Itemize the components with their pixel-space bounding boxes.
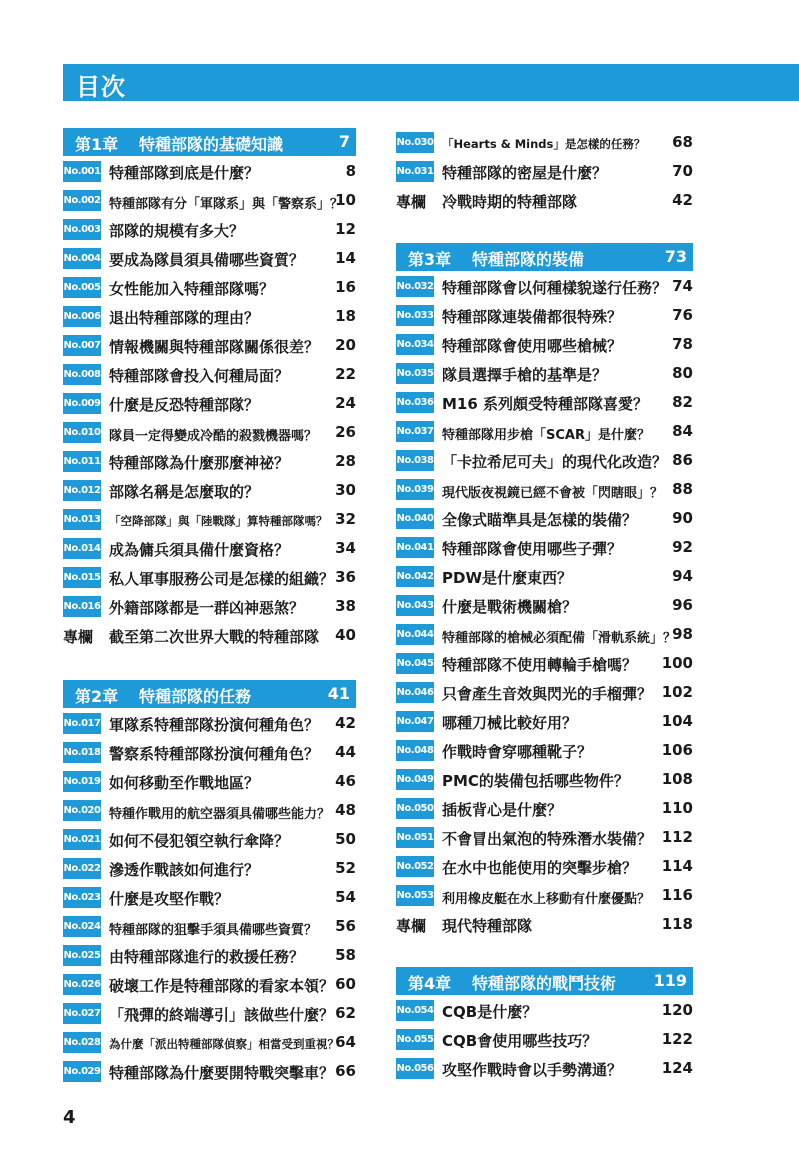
toc-entry[interactable] (396, 1025, 693, 1054)
toc-entry[interactable] (63, 331, 356, 360)
entry-title: CQB是什麼？ (442, 1003, 538, 1021)
entry-number-badge: No.044 (396, 624, 434, 645)
page-number: 4 (63, 1107, 76, 1128)
entry-page: 70 (672, 162, 693, 180)
entry-page: 46 (335, 772, 356, 790)
toc-entry[interactable] (63, 738, 356, 767)
entry-title: 特種部隊為什麼要開特戰突擊車？ (109, 1064, 335, 1082)
toc-entry[interactable] (396, 649, 693, 678)
toc-entry[interactable] (63, 563, 356, 592)
entry-number-badge: No.034 (396, 334, 434, 355)
toc-entry-list (63, 709, 356, 1086)
entry-number-badge: No.013 (63, 509, 101, 530)
toc-entry[interactable] (396, 446, 693, 475)
entry-title: 什麼是戰術機關槍？ (442, 598, 578, 616)
entry-number-badge: No.056 (396, 1058, 434, 1079)
toc-entry[interactable] (396, 272, 693, 301)
entry-page: 116 (661, 886, 693, 904)
toc-entry[interactable] (63, 854, 356, 883)
toc-entry[interactable] (63, 970, 356, 999)
entry-page: 20 (335, 336, 356, 354)
entry-number-badge: No.051 (396, 827, 434, 848)
entry-title: PMC的裝備包括哪些物件？ (442, 772, 629, 790)
toc-entry[interactable] (63, 389, 356, 418)
entry-title: 特種部隊會使用哪些子彈？ (442, 540, 623, 558)
entry-number-badge: No.012 (63, 480, 101, 501)
chapter-page: 119 (653, 971, 687, 990)
toc-entry[interactable] (63, 883, 356, 912)
entry-number-badge: No.014 (63, 538, 101, 559)
entry-title: M16 系列頗受特種部隊喜愛？ (442, 395, 649, 413)
entry-title: 截至第二次世界大戰的特種部隊 (109, 628, 320, 646)
entry-title: 特種部隊會使用哪些槍械？ (442, 337, 623, 355)
entry-page: 82 (672, 393, 693, 411)
entry-page: 34 (335, 539, 356, 557)
entry-number-badge: No.026 (63, 974, 101, 995)
entry-number-badge: No.008 (63, 364, 101, 385)
entry-page: 122 (661, 1030, 693, 1048)
entry-page: 100 (661, 654, 693, 672)
toc-left-column (63, 128, 356, 1086)
toc-entry[interactable] (63, 302, 356, 331)
entry-number-badge: No.046 (396, 682, 434, 703)
entry-number-badge: No.039 (396, 479, 434, 500)
entry-page: 28 (335, 452, 356, 470)
toc-column-entry[interactable] (396, 910, 693, 939)
entry-title: 隊員一定得變成冷酷的殺戮機器嗎？ (109, 429, 318, 444)
chapter-heading[interactable] (63, 128, 356, 156)
chapter-page: 7 (338, 132, 350, 151)
entry-number-badge: No.027 (63, 1003, 101, 1024)
entry-title: 作戰時會穿哪種靴子？ (442, 743, 593, 761)
entry-number-badge: No.011 (63, 451, 101, 472)
entry-number-badge: No.023 (63, 887, 101, 908)
toc-entry[interactable] (63, 360, 356, 389)
entry-number-badge: No.048 (396, 740, 434, 761)
toc-entry[interactable] (63, 186, 356, 215)
entry-page: 42 (672, 191, 693, 209)
entry-title: 特種部隊的槍械必須配備「滑軌系統」？ (442, 631, 677, 646)
entry-page: 12 (335, 220, 356, 238)
toc-entry[interactable] (63, 767, 356, 796)
entry-page: 102 (661, 683, 693, 701)
chapter-number: 第4章 (408, 974, 452, 993)
toc-entry-list (396, 996, 693, 1083)
entry-number-badge: No.036 (396, 392, 434, 413)
entry-title: 插板背心是什麼？ (442, 801, 563, 819)
toc-entry[interactable] (396, 417, 693, 446)
toc-entry[interactable] (396, 1054, 693, 1083)
entry-title: 特種部隊用步槍「SCAR」是什麼？ (442, 428, 650, 443)
entry-title: 現代版夜視鏡已經不會被「閃瞎眼」？ (442, 486, 664, 501)
entry-number-badge: No.004 (63, 248, 101, 269)
toc-entry[interactable] (63, 476, 356, 505)
toc-entry[interactable] (396, 881, 693, 910)
entry-page: 18 (335, 307, 356, 325)
entry-number-badge: No.040 (396, 508, 434, 529)
chapter-page: 41 (327, 684, 350, 703)
entry-page: 22 (335, 365, 356, 383)
toc-entry[interactable] (396, 128, 693, 157)
entry-number-badge: No.015 (63, 567, 101, 588)
page-title: 目次 (76, 73, 126, 101)
entry-title: 特種部隊的密屋是什麼？ (442, 164, 608, 182)
toc-entry[interactable] (396, 794, 693, 823)
entry-title: 特種部隊的狙擊手須具備哪些資質？ (109, 923, 318, 938)
toc-entry[interactable] (63, 534, 356, 563)
entry-page: 36 (335, 568, 356, 586)
entry-title: 外籍部隊都是一群凶神惡煞？ (109, 599, 305, 617)
entry-page: 84 (672, 422, 693, 440)
entry-page: 56 (335, 917, 356, 935)
chapter-heading[interactable] (396, 243, 693, 271)
toc-entry[interactable] (396, 707, 693, 736)
entry-title: 部隊的規模有多大？ (109, 222, 245, 240)
entry-page: 124 (661, 1059, 693, 1077)
chapter-title: 特種部隊的戰鬥技術 (472, 974, 617, 993)
entry-title: 特種部隊為什麼那麼神祕？ (109, 454, 290, 472)
entry-page: 80 (672, 364, 693, 382)
entry-page: 88 (672, 480, 693, 498)
entry-title: 利用橡皮艇在水上移動有什麼優點？ (442, 892, 651, 907)
entry-number-badge: No.032 (396, 276, 434, 297)
entry-number-badge: No.045 (396, 653, 434, 674)
toc-entry[interactable] (396, 359, 693, 388)
entry-title: 特種作戰用的航空器須具備哪些能力？ (109, 807, 331, 822)
toc-entry[interactable] (63, 1057, 356, 1086)
entry-page: 76 (672, 306, 693, 324)
toc-entry[interactable] (63, 244, 356, 273)
entry-title: 滲透作戰該如何進行？ (109, 861, 260, 879)
entry-number-badge: No.033 (396, 305, 434, 326)
entry-number-badge: No.006 (63, 306, 101, 327)
toc-entry[interactable] (63, 796, 356, 825)
entry-title: 冷戰時期的特種部隊 (442, 193, 578, 211)
entry-number-badge: No.038 (396, 450, 434, 471)
toc-entry[interactable] (396, 591, 693, 620)
entry-title: 特種部隊會以何種樣貌遂行任務？ (442, 279, 668, 297)
entry-title: 「飛彈的終端導引」該做些什麼？ (109, 1006, 335, 1024)
entry-number-badge: No.035 (396, 363, 434, 384)
toc-entry[interactable] (396, 388, 693, 417)
entry-page: 40 (335, 626, 356, 644)
chapter-title: 特種部隊的裝備 (472, 250, 585, 269)
entry-title: 「空降部隊」與「陸戰隊」算特種部隊嗎？ (109, 514, 328, 528)
entry-page: 106 (661, 741, 693, 759)
entry-number-badge: No.010 (63, 422, 101, 443)
entry-number-badge: No.024 (63, 916, 101, 937)
toc-entry[interactable] (63, 157, 356, 186)
entry-title: 特種部隊到底是什麼？ (109, 164, 260, 182)
entry-number-badge: No.030 (396, 132, 434, 153)
spacer (396, 939, 693, 967)
entry-page: 78 (672, 335, 693, 353)
toc-entry[interactable] (396, 823, 693, 852)
toc-entry[interactable] (396, 736, 693, 765)
entry-title: 全像式瞄準具是怎樣的裝備？ (442, 511, 638, 529)
entry-title: 特種部隊有分「軍隊系」與「警察系」？ (109, 197, 344, 212)
entry-number-badge: No.042 (396, 566, 434, 587)
entry-page: 118 (661, 915, 693, 933)
entry-number-badge: No.052 (396, 856, 434, 877)
entry-number-badge: No.047 (396, 711, 434, 732)
entry-number-badge: No.021 (63, 829, 101, 850)
chapter-page: 73 (664, 247, 687, 266)
entry-page: 62 (335, 1004, 356, 1022)
entry-title: 特種部隊會投入何種局面？ (109, 367, 290, 385)
entry-page: 64 (335, 1033, 356, 1051)
entry-title: 警察系特種部隊扮演何種角色？ (109, 745, 320, 763)
toc-entry[interactable] (396, 678, 693, 707)
entry-title: 「Hearts & Minds」是怎樣的任務？ (442, 137, 646, 151)
toc-entry[interactable] (396, 157, 693, 186)
entry-page: 94 (672, 567, 693, 585)
toc-entry[interactable] (63, 505, 356, 534)
entry-page: 58 (335, 946, 356, 964)
toc-column-entry[interactable] (63, 621, 356, 650)
toc-entry[interactable] (63, 941, 356, 970)
toc-entry[interactable] (396, 765, 693, 794)
entry-number-badge: No.043 (396, 595, 434, 616)
entry-title: 不會冒出氣泡的特殊潛水裝備？ (442, 830, 653, 848)
entry-title: 部隊名稱是怎麼取的？ (109, 483, 260, 501)
entry-page: 110 (661, 799, 693, 817)
entry-title: 特種部隊連裝備都很特殊？ (442, 308, 623, 326)
entry-page: 104 (661, 712, 693, 730)
toc-entry[interactable] (396, 330, 693, 359)
spacer (63, 650, 356, 680)
entry-page: 60 (335, 975, 356, 993)
entry-title: 在水中也能使用的突擊步槍？ (442, 859, 638, 877)
entry-number-badge: No.001 (63, 161, 101, 182)
entry-number-badge: No.016 (63, 596, 101, 617)
entry-page: 8 (345, 162, 356, 180)
entry-number-badge: No.049 (396, 769, 434, 790)
toc-entry[interactable] (63, 1028, 356, 1057)
entry-title: 女性能加入特種部隊嗎？ (109, 280, 275, 298)
entry-number-badge: No.055 (396, 1029, 434, 1050)
entry-page: 32 (335, 510, 356, 528)
entry-number-badge: No.018 (63, 742, 101, 763)
entry-title: 「卡拉希尼可夫」的現代化改造？ (442, 453, 668, 471)
entry-page: 66 (335, 1062, 356, 1080)
entry-title: 現代特種部隊 (442, 917, 533, 935)
entry-number-badge: No.022 (63, 858, 101, 879)
entry-page: 42 (335, 714, 356, 732)
entry-number-badge: No.025 (63, 945, 101, 966)
entry-title: 要成為隊員須具備哪些資質？ (109, 251, 305, 269)
column-tag: 專欄 (63, 628, 94, 646)
chapter-heading[interactable] (396, 967, 693, 995)
toc-right-column (396, 128, 693, 1083)
entry-title: 哪種刀械比較好用？ (442, 714, 578, 732)
toc-entry[interactable] (63, 999, 356, 1028)
toc-entry[interactable] (63, 418, 356, 447)
toc-entry[interactable] (396, 996, 693, 1025)
entry-number-badge: No.002 (63, 190, 101, 211)
toc-title-bar (63, 64, 799, 101)
entry-title: 什麼是反恐特種部隊？ (109, 396, 260, 414)
toc-entry[interactable] (396, 620, 693, 649)
entry-page: 14 (335, 249, 356, 267)
entry-page: 114 (661, 857, 693, 875)
toc-entry[interactable] (63, 447, 356, 476)
chapter-heading[interactable] (63, 680, 356, 708)
entry-page: 96 (672, 596, 693, 614)
entry-title: 情報機關與特種部隊關係很差？ (109, 338, 320, 356)
entry-page: 54 (335, 888, 356, 906)
entry-number-badge: No.029 (63, 1061, 101, 1082)
entry-page: 112 (661, 828, 693, 846)
toc-entry[interactable] (63, 709, 356, 738)
entry-title: 由特種部隊進行的救援任務？ (109, 948, 305, 966)
toc-entry[interactable] (63, 825, 356, 854)
entry-number-badge: No.053 (396, 885, 434, 906)
spacer (396, 215, 693, 243)
toc-entry-list (396, 272, 693, 910)
toc-entry[interactable] (396, 475, 693, 504)
entry-number-badge: No.003 (63, 219, 101, 240)
entry-page: 120 (661, 1001, 693, 1019)
entry-page: 10 (335, 191, 356, 209)
entry-number-badge: No.005 (63, 277, 101, 298)
entry-title: PDW是什麼東西？ (442, 569, 572, 587)
entry-number-badge: No.009 (63, 393, 101, 414)
entry-page: 38 (335, 597, 356, 615)
entry-title: 特種部隊不使用轉輪手槍嗎？ (442, 656, 638, 674)
entry-number-badge: No.007 (63, 335, 101, 356)
entry-number-badge: No.017 (63, 713, 101, 734)
entry-page: 52 (335, 859, 356, 877)
toc-entry[interactable] (396, 852, 693, 881)
entry-page: 68 (672, 133, 693, 151)
toc-entry[interactable] (396, 533, 693, 562)
chapter-number: 第3章 (408, 250, 452, 269)
entry-number-badge: No.019 (63, 771, 101, 792)
entry-title: 如何不侵犯領空執行傘降？ (109, 832, 290, 850)
chapter-number: 第2章 (75, 687, 119, 706)
entry-number-badge: No.037 (396, 421, 434, 442)
chapter-number: 第1章 (75, 135, 119, 154)
entry-number-badge: No.054 (396, 1000, 434, 1021)
entry-title: 退出特種部隊的理由？ (109, 309, 260, 327)
entry-number-badge: No.050 (396, 798, 434, 819)
toc-entry[interactable] (396, 562, 693, 591)
entry-page: 16 (335, 278, 356, 296)
entry-page: 30 (335, 481, 356, 499)
chapter-title: 特種部隊的任務 (139, 687, 252, 706)
entry-page: 24 (335, 394, 356, 412)
entry-page: 98 (672, 625, 693, 643)
entry-page: 26 (335, 423, 356, 441)
entry-title: 什麼是攻堅作戰？ (109, 890, 230, 908)
entry-number-badge: No.028 (63, 1032, 101, 1053)
entry-title: CQB會使用哪些技巧？ (442, 1032, 598, 1050)
entry-title: 如何移動至作戰地區？ (109, 774, 260, 792)
entry-page: 90 (672, 509, 693, 527)
entry-title: 成為傭兵須具備什麼資格？ (109, 541, 290, 559)
entry-number-badge: No.031 (396, 161, 434, 182)
entry-title: 只會產生音效與閃光的手榴彈？ (442, 685, 653, 703)
toc-entry[interactable] (63, 912, 356, 941)
entry-page: 44 (335, 743, 356, 761)
entry-number-badge: No.020 (63, 800, 101, 821)
toc-entry[interactable] (63, 215, 356, 244)
column-tag: 專欄 (396, 917, 427, 935)
entry-title: 私人軍事服務公司是怎樣的組織？ (109, 570, 335, 588)
toc-entry[interactable] (396, 301, 693, 330)
toc-column-entry[interactable] (396, 186, 693, 215)
entry-page: 108 (661, 770, 693, 788)
entry-title: 隊員選擇手槍的基準是？ (442, 366, 608, 384)
column-tag: 專欄 (396, 193, 427, 211)
toc-entry[interactable] (396, 504, 693, 533)
chapter-title: 特種部隊的基礎知識 (139, 135, 284, 154)
entry-page: 48 (335, 801, 356, 819)
entry-title: 攻堅作戰時會以手勢溝通？ (442, 1061, 623, 1079)
entry-number-badge: No.041 (396, 537, 434, 558)
entry-title: 為什麼「派出特種部隊偵察」相當受到重視？ (109, 1037, 339, 1051)
entry-title: 破壞工作是特種部隊的看家本領？ (109, 977, 335, 995)
toc-entry[interactable] (63, 592, 356, 621)
toc-entry-list (63, 157, 356, 621)
entry-page: 50 (335, 830, 356, 848)
entry-page: 74 (672, 277, 693, 295)
entry-title: 軍隊系特種部隊扮演何種角色？ (109, 716, 320, 734)
entry-page: 92 (672, 538, 693, 556)
toc-entry-list (396, 128, 693, 186)
toc-entry[interactable] (63, 273, 356, 302)
entry-page: 86 (672, 451, 693, 469)
